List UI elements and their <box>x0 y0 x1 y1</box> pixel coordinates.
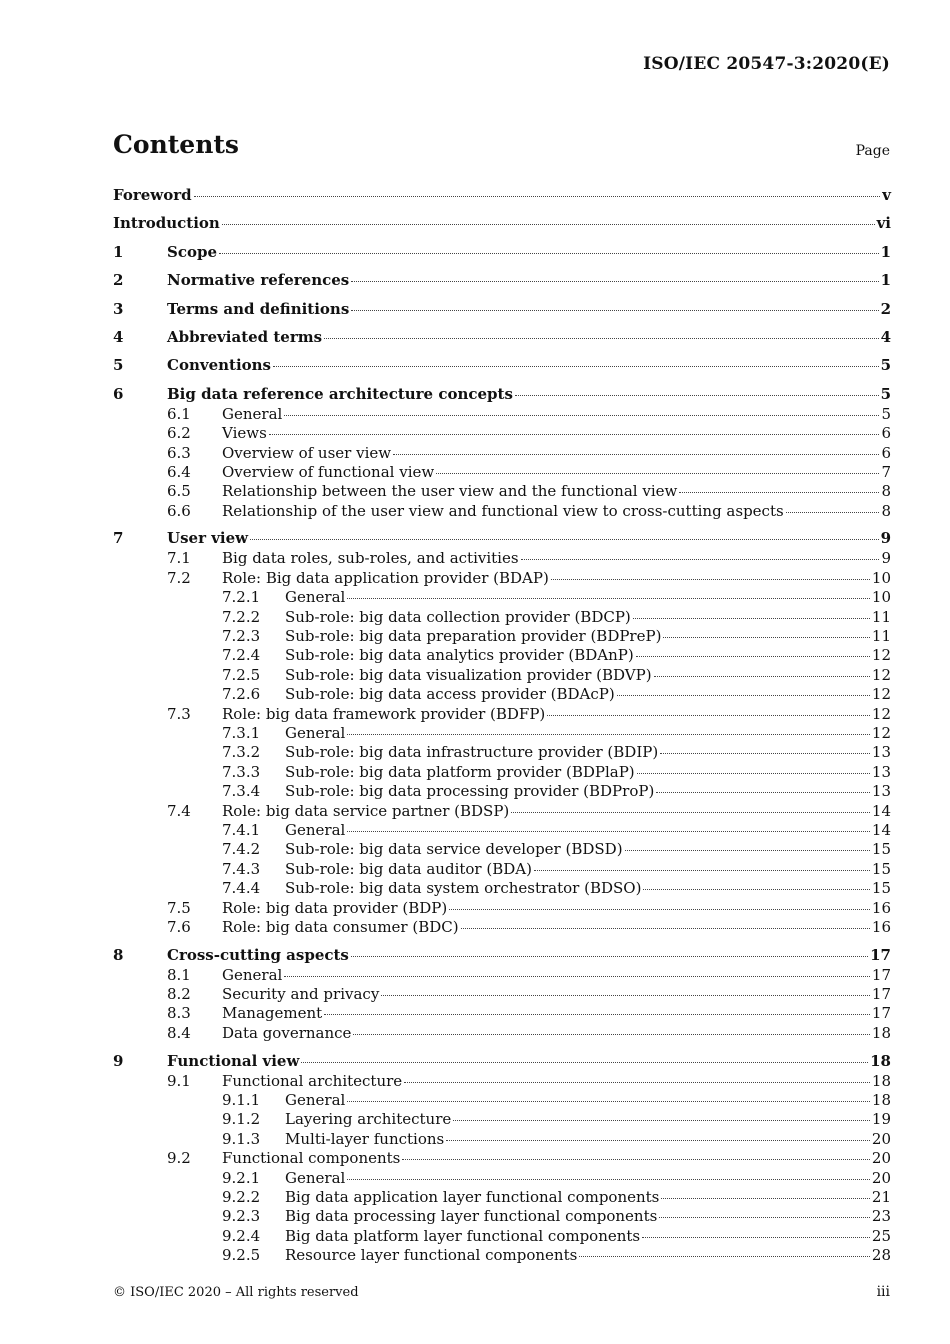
dot-leader <box>324 1014 870 1015</box>
toc-entry-page[interactable]: 16 <box>871 917 891 936</box>
dot-leader <box>656 792 870 793</box>
toc-entry-title[interactable]: Foreword <box>113 186 192 204</box>
toc-entry-number: 7.2.5 <box>222 665 261 684</box>
toc-entry-title[interactable]: Sub-role: big data visualization provider (BDVP) <box>285 665 652 684</box>
toc-entry-title[interactable]: General <box>222 404 283 423</box>
toc-entry-title[interactable]: Overview of user view <box>222 443 392 462</box>
toc-entry-page[interactable]: vi <box>876 214 891 233</box>
toc-entry-number: 9.2.5 <box>222 1246 261 1265</box>
toc-entry-number: 9 <box>113 1051 124 1070</box>
toc-entry[interactable] <box>113 300 891 320</box>
toc-entry-title[interactable]: Big data platform layer functional components <box>285 1226 641 1245</box>
toc-entry-number: 9.2.4 <box>222 1226 261 1245</box>
toc-entry-number: 8.2 <box>167 985 191 1004</box>
toc-entry[interactable] <box>113 271 891 291</box>
dot-leader <box>381 995 870 996</box>
dot-leader <box>393 454 879 455</box>
toc-entry-number: 9.2.2 <box>222 1187 261 1206</box>
dot-leader <box>663 637 869 638</box>
toc-entry-title[interactable]: Overview of functional view <box>222 462 435 481</box>
toc-entry-number: 8.4 <box>167 1023 191 1042</box>
toc-entry-page[interactable]: 17 <box>871 985 891 1004</box>
toc-entry-title[interactable]: Cross-cutting aspects <box>167 945 349 964</box>
toc-entry[interactable] <box>113 328 891 348</box>
toc-entry[interactable] <box>113 1169 891 1188</box>
toc-entry-number: 7.3.4 <box>222 782 261 801</box>
toc-entry-number: 6.4 <box>167 462 191 481</box>
dot-leader <box>351 310 878 311</box>
toc-entry-title[interactable]: General <box>285 820 346 839</box>
toc-entry-title[interactable]: Big data roles, sub-roles, and activities <box>222 549 519 568</box>
toc-entry[interactable] <box>113 444 891 463</box>
toc-entry-title[interactable]: Conventions <box>167 356 271 375</box>
toc-entry[interactable] <box>113 502 891 521</box>
toc-entry-title[interactable]: Sub-role: big data preparation provider (BDPreP) <box>285 627 662 646</box>
toc-entry[interactable] <box>113 782 891 801</box>
dot-leader <box>660 753 870 754</box>
toc-entry[interactable] <box>113 685 891 704</box>
page-title: Contents <box>113 130 240 159</box>
toc-entry[interactable] <box>113 646 891 665</box>
toc-entry-title[interactable]: Data governance <box>222 1023 352 1042</box>
toc-entry-number: 9.1 <box>167 1071 191 1090</box>
dot-leader <box>273 366 879 367</box>
toc-entry-number: 9.1.2 <box>222 1110 261 1129</box>
dot-leader <box>547 715 870 716</box>
toc-entry[interactable] <box>113 186 891 206</box>
toc-entry[interactable] <box>113 482 891 501</box>
toc-entry-number: 7.2.2 <box>222 607 261 626</box>
toc-entry-page[interactable]: 13 <box>871 782 891 801</box>
toc-entry-title[interactable]: Abbreviated terms <box>167 327 323 346</box>
toc-entry[interactable] <box>113 1072 891 1091</box>
document-id: ISO/IEC 20547-3:2020(E) <box>643 54 890 74</box>
toc-entry-number: 7.3 <box>167 704 191 723</box>
toc-entry[interactable] <box>113 588 891 607</box>
toc-entry-title[interactable]: Role: big data provider (BDP) <box>222 898 448 917</box>
toc-entry[interactable] <box>113 985 891 1004</box>
dot-leader <box>534 870 870 871</box>
dot-leader <box>551 579 870 580</box>
toc-entry-title[interactable]: Security and privacy <box>222 985 380 1004</box>
toc-entry-number: 7.1 <box>167 549 191 568</box>
toc-entry-page[interactable]: 5 <box>881 404 891 423</box>
toc-entry-number: 7.4.4 <box>222 879 261 898</box>
toc-entry[interactable] <box>113 1004 891 1023</box>
toc-entry-page[interactable]: 18 <box>871 1023 891 1042</box>
toc-entry-page[interactable]: 1 <box>880 242 891 261</box>
toc-entry[interactable] <box>113 405 891 424</box>
toc-entry-page[interactable]: 8 <box>881 501 891 520</box>
toc-entry[interactable] <box>113 763 891 782</box>
toc-entry-page[interactable]: 28 <box>871 1246 891 1265</box>
toc-entry[interactable] <box>113 356 891 376</box>
dot-leader <box>347 598 870 599</box>
dot-leader <box>222 224 875 225</box>
toc-entry-title[interactable]: Sub-role: big data platform provider (BDPlaP) <box>285 762 635 781</box>
toc-entry-page[interactable]: 13 <box>871 762 891 781</box>
toc-entry-title[interactable]: Functional view <box>167 1051 300 1070</box>
toc-entry[interactable] <box>113 1227 891 1246</box>
dot-leader <box>351 281 878 282</box>
toc-entry-number: 7.4 <box>167 801 191 820</box>
toc-entry-page[interactable]: 1 <box>880 271 891 290</box>
dot-leader <box>353 1034 870 1035</box>
toc-entry-title[interactable]: Sub-role: big data auditor (BDA) <box>285 859 532 878</box>
dot-leader <box>324 338 878 339</box>
toc-entry-page[interactable]: 11 <box>871 627 891 646</box>
toc-entry-page[interactable]: 9 <box>881 549 891 568</box>
toc-entry-title[interactable]: Management <box>222 1004 323 1023</box>
dot-leader <box>402 1159 870 1160</box>
toc-entry-page[interactable]: 5 <box>880 384 891 403</box>
toc-entry-number: 6.6 <box>167 501 191 520</box>
toc-entry-title[interactable]: Resource layer functional components <box>285 1246 578 1265</box>
toc-entry-page[interactable]: 15 <box>871 879 891 898</box>
toc-entry-title[interactable]: Sub-role: big data processing provider (BDProP) <box>285 782 655 801</box>
toc-entry-title[interactable]: Multi-layer functions <box>285 1129 445 1148</box>
toc-entry-page[interactable]: 15 <box>871 859 891 878</box>
toc-entry-title[interactable]: Terms and definitions <box>167 299 350 318</box>
toc-entry[interactable] <box>113 1024 891 1043</box>
dot-leader <box>633 618 870 619</box>
toc-entry-page[interactable]: 12 <box>871 685 891 704</box>
toc-entry-page[interactable]: 17 <box>871 965 891 984</box>
toc-entry-page[interactable]: 16 <box>871 898 891 917</box>
toc-entry-title[interactable]: General <box>285 1168 346 1187</box>
toc-entry-number: 7.3.3 <box>222 762 261 781</box>
toc-entry-page[interactable]: 20 <box>871 1168 891 1187</box>
dot-leader <box>786 512 880 513</box>
dot-leader <box>617 695 870 696</box>
toc-entry[interactable] <box>113 724 891 743</box>
toc-entry-number: 7 <box>113 529 124 548</box>
toc-entry-number: 9.1.3 <box>222 1129 261 1148</box>
toc-entry-title[interactable]: Relationship of the user view and functional view to cross-cutting aspects <box>222 501 784 520</box>
toc-entry-title[interactable]: Functional components <box>222 1149 401 1168</box>
dot-leader <box>679 492 879 493</box>
toc-entry-page[interactable]: 20 <box>871 1149 891 1168</box>
toc-entry[interactable] <box>113 1052 891 1072</box>
toc-entry-page[interactable]: 14 <box>871 801 891 820</box>
toc-entry-number: 7.3.2 <box>222 743 261 762</box>
toc-entry-page[interactable]: 7 <box>881 462 891 481</box>
toc-entry-number: 8.1 <box>167 965 191 984</box>
toc-entry-number: 2 <box>113 271 124 290</box>
toc-entry-page[interactable]: 2 <box>880 299 891 318</box>
toc-entry-title[interactable]: Sub-role: big data access provider (BDAcP) <box>285 685 615 704</box>
dot-leader <box>515 395 879 396</box>
toc-entry-title[interactable]: Layering architecture <box>285 1110 452 1129</box>
toc-entry[interactable] <box>113 1188 891 1207</box>
dot-leader <box>521 559 880 560</box>
toc-entry[interactable] <box>113 1130 891 1149</box>
copyright-notice: © ISO/IEC 2020 – All rights reserved <box>113 1285 359 1300</box>
toc-entry-number: 7.6 <box>167 917 191 936</box>
toc-entry-title[interactable]: Functional architecture <box>222 1071 403 1090</box>
toc-entry[interactable] <box>113 627 891 646</box>
dot-leader <box>453 1120 870 1121</box>
toc-entry[interactable] <box>113 385 891 405</box>
dot-leader <box>643 889 869 890</box>
dot-leader <box>642 1237 870 1238</box>
toc-entry[interactable] <box>113 1207 891 1226</box>
dot-leader <box>659 1217 870 1218</box>
toc-entry[interactable] <box>113 879 891 898</box>
dot-leader <box>347 1101 870 1102</box>
toc-entry[interactable] <box>113 1246 891 1265</box>
toc-entry-number: 5 <box>113 356 124 375</box>
dot-leader <box>347 831 870 832</box>
dot-leader <box>436 473 879 474</box>
dot-leader <box>654 676 870 677</box>
toc-entry-page[interactable]: 10 <box>871 568 891 587</box>
toc-entry-number: 6.5 <box>167 482 191 501</box>
dot-leader <box>194 196 881 197</box>
toc-entry-title[interactable]: General <box>285 723 346 742</box>
toc-entry-page[interactable]: 14 <box>871 820 891 839</box>
dot-leader <box>284 415 879 416</box>
toc-entry-page[interactable]: 8 <box>881 482 891 501</box>
dot-leader <box>347 734 870 735</box>
toc-entry-page[interactable]: 17 <box>871 1004 891 1023</box>
toc-entry-page[interactable]: 4 <box>880 327 891 346</box>
dot-leader <box>449 909 870 910</box>
toc-entry-number: 6.2 <box>167 424 191 443</box>
dot-leader <box>579 1256 870 1257</box>
toc-entry-title[interactable]: Role: big data consumer (BDC) <box>222 917 459 936</box>
toc-entry-page[interactable]: 18 <box>871 1071 891 1090</box>
toc-entry-number: 6 <box>113 384 124 403</box>
toc-entry-number: 7.3.1 <box>222 723 261 742</box>
toc-entry[interactable] <box>113 666 891 685</box>
toc-entry-number: 7.2.1 <box>222 588 261 607</box>
toc-entry[interactable] <box>113 743 891 762</box>
toc-entry-number: 9.1.1 <box>222 1091 261 1110</box>
dot-leader <box>461 928 870 929</box>
toc-entry[interactable] <box>113 549 891 568</box>
toc-entry[interactable] <box>113 899 891 918</box>
toc-entry-page[interactable]: 17 <box>870 945 891 964</box>
toc-entry-number: 9.2 <box>167 1149 191 1168</box>
toc-entry-page[interactable]: 12 <box>871 646 891 665</box>
toc-entry-number: 4 <box>113 327 124 346</box>
toc-entry-title[interactable]: Scope <box>167 242 218 261</box>
toc-entry-page[interactable]: 12 <box>871 723 891 742</box>
toc-entry-number: 7.2.4 <box>222 646 261 665</box>
toc-entry-number: 6.3 <box>167 443 191 462</box>
toc-entry-title[interactable]: Sub-role: big data collection provider (BDCP) <box>285 607 631 626</box>
toc-entry-number: 7.4.3 <box>222 859 261 878</box>
toc-entry-page[interactable]: 12 <box>871 665 891 684</box>
toc-entry[interactable] <box>113 918 891 937</box>
toc-entry[interactable] <box>113 1110 891 1129</box>
toc-entry-page[interactable]: 19 <box>871 1110 891 1129</box>
toc-entry-number: 7.2 <box>167 568 191 587</box>
toc-entry[interactable] <box>113 463 891 482</box>
toc-entry-number: 7.2.3 <box>222 627 261 646</box>
dot-leader <box>269 434 880 435</box>
page-number: iii <box>876 1284 890 1300</box>
toc-entry-number: 7.2.6 <box>222 685 261 704</box>
toc-entry-page[interactable]: 23 <box>871 1207 891 1226</box>
toc-entry-number: 7.4.2 <box>222 840 261 859</box>
toc-entry-title[interactable]: General <box>285 1091 346 1110</box>
toc-entry-number: 3 <box>113 299 124 318</box>
toc-entry[interactable] <box>113 243 891 263</box>
toc-entry-page[interactable]: 5 <box>880 356 891 375</box>
toc-entry[interactable] <box>113 840 891 859</box>
dot-leader <box>284 976 870 977</box>
table-of-contents <box>113 186 891 1266</box>
toc-entry-title[interactable]: Big data application layer functional components <box>285 1187 660 1206</box>
toc-entry-page[interactable]: 6 <box>881 424 891 443</box>
toc-entry[interactable] <box>113 802 891 821</box>
toc-entry[interactable] <box>113 214 891 234</box>
toc-entry-title[interactable]: Relationship between the user view and the functional view <box>222 482 678 501</box>
toc-entry-number: 6.1 <box>167 404 191 423</box>
dot-leader <box>351 956 868 957</box>
toc-entry[interactable] <box>113 424 891 443</box>
toc-entry[interactable] <box>113 821 891 840</box>
page-column-label: Page <box>855 143 890 159</box>
toc-entry[interactable] <box>113 705 891 724</box>
toc-entry-page[interactable]: 25 <box>871 1226 891 1245</box>
toc-entry-number: 1 <box>113 242 124 261</box>
toc-entry[interactable] <box>113 966 891 985</box>
dot-leader <box>511 812 870 813</box>
toc-entry-title[interactable]: Big data processing layer functional components <box>285 1207 658 1226</box>
dot-leader <box>636 656 870 657</box>
toc-entry-title[interactable]: Big data reference architecture concepts <box>167 384 513 403</box>
toc-entry[interactable] <box>113 860 891 879</box>
dot-leader <box>250 539 878 540</box>
toc-entry-title[interactable]: Role: big data framework provider (BDFP) <box>222 704 546 723</box>
toc-entry-number: 8.3 <box>167 1004 191 1023</box>
toc-entry-page[interactable]: 15 <box>871 840 891 859</box>
toc-entry-page[interactable]: 20 <box>871 1129 891 1148</box>
toc-entry[interactable] <box>113 946 891 966</box>
dot-leader <box>301 1062 868 1063</box>
toc-entry-title[interactable]: Sub-role: big data service developer (BDSD) <box>285 840 623 859</box>
toc-entry-title[interactable]: Normative references <box>167 271 350 290</box>
toc-entry-page[interactable]: 9 <box>880 529 891 548</box>
toc-entry[interactable] <box>113 1091 891 1110</box>
toc-entry-page[interactable]: 12 <box>871 704 891 723</box>
toc-entry[interactable] <box>113 608 891 627</box>
toc-entry-number: 7.5 <box>167 898 191 917</box>
toc-entry-title[interactable]: Role: big data service partner (BDSP) <box>222 801 510 820</box>
toc-entry-title[interactable]: User view <box>167 529 249 548</box>
dot-leader <box>625 850 870 851</box>
toc-entry-title[interactable]: Sub-role: big data infrastructure provider (BDIP) <box>285 743 659 762</box>
toc-entry-page[interactable]: 11 <box>871 607 891 626</box>
toc-entry[interactable] <box>113 1149 891 1168</box>
toc-entry-page[interactable]: 18 <box>870 1051 891 1070</box>
dot-leader <box>661 1198 870 1199</box>
toc-entry-number: 7.4.1 <box>222 820 261 839</box>
toc-entry[interactable] <box>113 529 891 549</box>
toc-entry-number: 9.2.1 <box>222 1168 261 1187</box>
toc-entry-page[interactable]: 6 <box>881 443 891 462</box>
toc-entry-page[interactable]: 18 <box>871 1091 891 1110</box>
toc-entry-title[interactable]: General <box>285 588 346 607</box>
toc-entry-title[interactable]: General <box>222 965 283 984</box>
toc-entry[interactable] <box>113 569 891 588</box>
dot-leader <box>219 253 879 254</box>
toc-entry-page[interactable]: 21 <box>871 1187 891 1206</box>
toc-entry-page[interactable]: v <box>882 186 891 204</box>
dot-leader <box>637 773 870 774</box>
dot-leader <box>347 1179 870 1180</box>
toc-entry-title[interactable]: Role: Big data application provider (BDAP) <box>222 568 549 587</box>
toc-entry-title[interactable]: Introduction <box>113 214 220 233</box>
toc-entry-number: 9.2.3 <box>222 1207 261 1226</box>
dot-leader <box>404 1082 870 1083</box>
toc-entry-number: 8 <box>113 945 124 964</box>
toc-entry-title[interactable]: Views <box>222 424 267 443</box>
toc-entry-title[interactable]: Sub-role: big data analytics provider (BDAnP) <box>285 646 634 665</box>
toc-entry-page[interactable]: 10 <box>871 588 891 607</box>
toc-entry-page[interactable]: 13 <box>871 743 891 762</box>
dot-leader <box>446 1140 870 1141</box>
toc-entry-title[interactable]: Sub-role: big data system orchestrator (BDSO) <box>285 879 642 898</box>
